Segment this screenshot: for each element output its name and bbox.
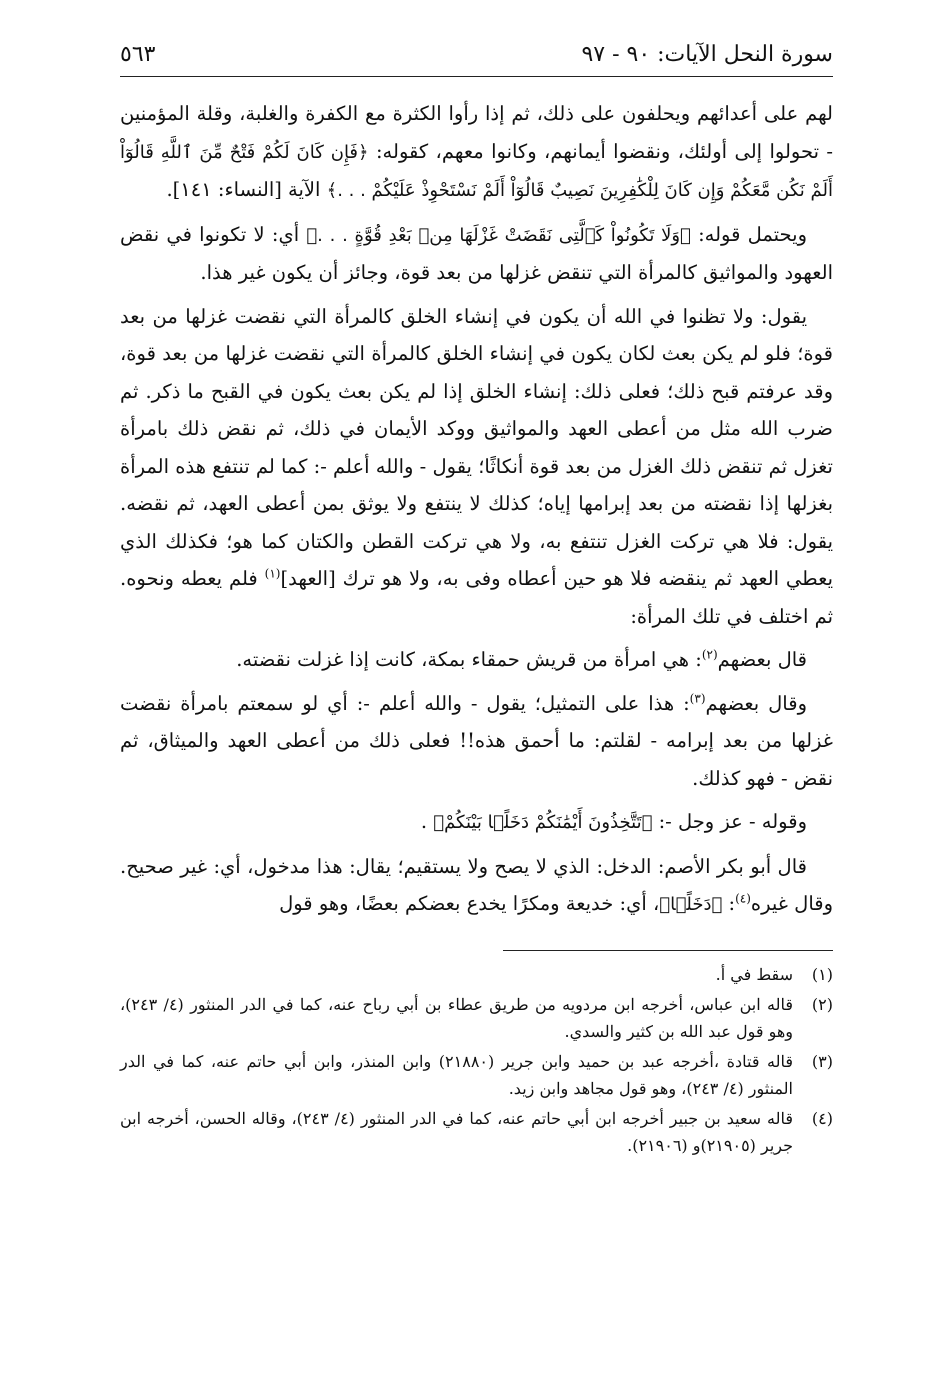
footnote-text: قاله ابن عباس، أخرجه ابن مردويه من طريق عطاء بن أبي رباح عنه، كما في الدر المنثور (٤/ ٢٤٣)، وهو قول عبد الله بن كثير والسدي. xyxy=(120,994,793,1041)
footnote-text: قاله سعيد بن جبير أخرجه ابن أبي حاتم عنه، كما في الدر المنثور (٤/ ٢٤٣)، وقاله الحسن، أخرجه ابن جرير (٢١٩٠٥)و (٢١٩٠٦). xyxy=(120,1108,794,1155)
footnote-item xyxy=(120,1048,833,1102)
footnote-item xyxy=(120,1105,833,1159)
text-run: ، أي: خديعة ومكرًا يخدع بعضكم بعضًا، وهو قول xyxy=(279,892,660,915)
footnote-reference: (٢) xyxy=(701,647,718,662)
text-run: لهم على أعدائهم ويحلفون على ذلك، ثم إذا رأوا الكثرة مع الكفرة والغلبة، وقلة المؤمنين - تحولوا إلى أولئك، ونقضوا أيمانهم، وكانوا معهم، كقوله: xyxy=(120,102,833,163)
footnote-text: سقط في أ. xyxy=(715,964,793,984)
page-number: ٥٦٣ xyxy=(120,42,156,67)
paragraph xyxy=(120,848,833,924)
footnote-text: قاله قتادة ،أخرجه عبد بن حميد وابن جرير (٢١٨٨٠) وابن المنذر، وابن أبي حاتم عنه، كما في الدر المنثور (٤/ ٢٤٣)، وهو قول مجاهد وابن زيد. xyxy=(120,1051,794,1098)
footnote-separator xyxy=(503,950,833,951)
quran-verse: ﴿فَإِن كَانَ لَكُمْ فَتْحٌ مِّنَ ٱللَّهِ قَالُوٓاْ أَلَمْ نَكُن مَّعَكُمْ وَإِن كَانَ لِلْكَٰفِرِينَ نَصِيبٌ قَالُوٓاْ أَلَمْ نَسْتَحْوِذْ عَلَيْكُمْ . . .﴾ xyxy=(120,141,833,201)
running-title: سورة النحل الآيات: ٩٠ - ٩٧ xyxy=(581,42,833,67)
text-run: قال أبو بكر الأصم: الدخل: الذي لا يصح ولا يستقيم؛ يقال: هذا مدخول، أي: غير صحيح. وقال غيره xyxy=(120,854,833,915)
quran-verse: ﴿تَتَّخِذُونَ أَيْمَٰنَكُمْ دَخَلًۢا بَيْنَكُمْ﴾ xyxy=(433,812,653,833)
footnote-item xyxy=(120,961,833,988)
paragraph xyxy=(120,216,833,292)
text-run: يقول: ولا تظنوا في الله أن يكون في إنشاء الخلق كالمرأة التي نقضت غزلها من بعد قوة؛ فلو لم يكن بعث لكان يكون في إنشاء الخلق كالمرأة التي نقضت غزلها من بعد قوة، وقد عرفتم قبح ذلك؛ فعلى ذلك: إنشاء الخلق إذا لم يكن بعث يكون في القبح ما ذكر. ثم ضرب الله مثل من أعطى العهد والمواثيق ووكد الأيمان في ذلك، ثم نقض ذلك بامرأة تغزل ثم تنقض ذلك الغزل من بعد قوة أنكاثًا؛ يقول - والله أعلم -: كما لم تنتفع هذه المرأة بغزلها إذا نقضته من بعد إبرامها إياه؛ كذلك لا ينتفع ولا يوثق بمن أعطى العهد، ثم نقضه. يقول: فلا هي تركت الغزل تنتفع به، ولا هي تركت القطن والكتان كما هو؛ فكذلك الذي يعطي العهد ثم ينقضه فلا هو حين أعطاه وفى به، ولا هو ترك [العهد] xyxy=(120,304,833,590)
paragraph xyxy=(120,298,833,636)
text-run: : xyxy=(722,892,736,915)
text-run: أي: لا تكونوا في نقض العهود والمواثيق كالمرأة التي تنقض غزلها من بعد قوة، وجائز أن يكون غير هذا. xyxy=(120,222,833,284)
text-run: الآية [النساء: ١٤١]. xyxy=(166,178,327,201)
footnote-number: (٤) xyxy=(811,1108,833,1128)
footnote-number: (١) xyxy=(811,964,833,984)
footnote-reference: (١) xyxy=(264,566,281,581)
text-run: : هي امرأة من قريش حمقاء بمكة، كانت إذا غزلت نقضته. xyxy=(236,648,702,671)
text-run: . xyxy=(420,810,434,833)
footnote-number: (٣) xyxy=(811,1051,833,1071)
quran-verse: ﴿وَلَا تَكُونُواْ كَٱلَّتِى نَقَضَتْ غَزْلَهَا مِنۢ بَعْدِ قُوَّةٍ . . .﴾ xyxy=(306,224,691,246)
paragraph xyxy=(120,641,833,679)
text-run: وقوله - عز وجل -: xyxy=(652,810,807,833)
paragraph xyxy=(120,95,833,210)
text-run: وقال بعضهم xyxy=(705,691,807,715)
text-run: ويحتمل قوله: xyxy=(690,222,807,246)
text-run: فلم يعطه ونحوه. ثم اختلف في تلك المرأة: xyxy=(120,567,833,628)
footnotes xyxy=(120,961,833,1159)
footnote-reference: (٣) xyxy=(689,691,706,705)
text-run: : هذا على التمثيل؛ يقول - والله أعلم -: أي لو سمعتم بامرأة نقضت غزلها من بعد إبرامه - لقلتم: ما أحمق هذه!! فعلى ذلك من أعطى العهد والميثاق، ثم نقض - فهو كذلك. xyxy=(120,691,833,790)
main-text xyxy=(120,95,833,924)
quran-verse: ﴿دَخَلًۢا﴾ xyxy=(659,894,723,915)
paragraph xyxy=(120,685,833,798)
footnote-item xyxy=(120,991,833,1045)
paragraph xyxy=(120,803,833,842)
running-header xyxy=(120,40,833,77)
footnote-number: (٢) xyxy=(811,994,833,1014)
text-run: قال بعضهم xyxy=(717,648,807,671)
footnote-reference: (٤) xyxy=(735,891,751,906)
